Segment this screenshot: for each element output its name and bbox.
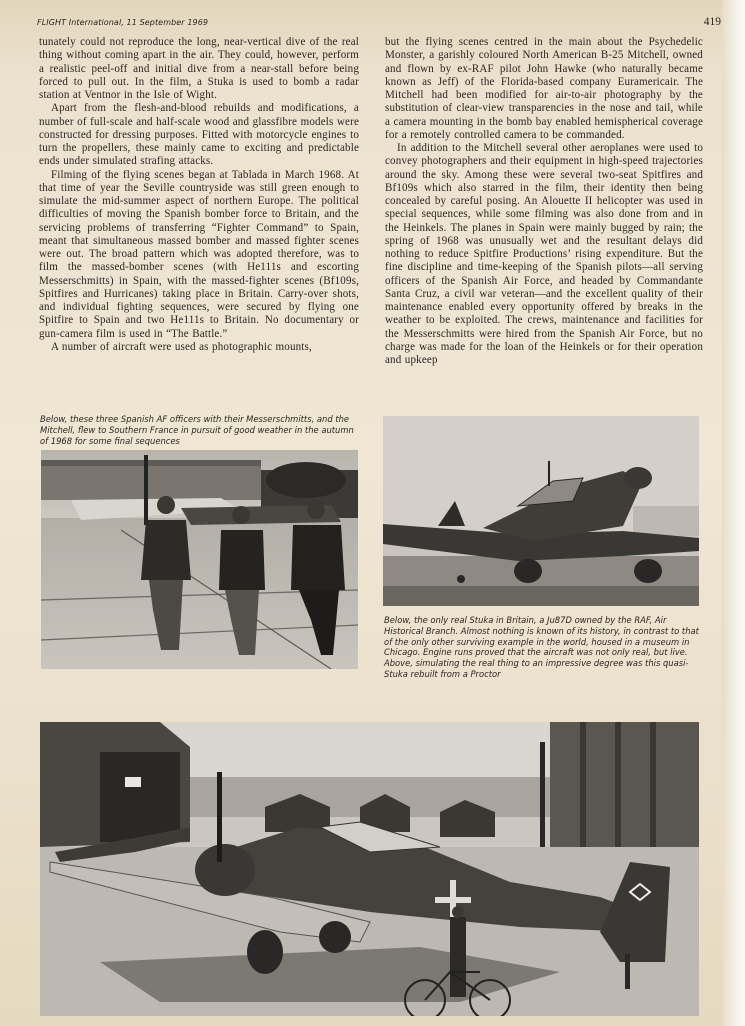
photo-officers (41, 450, 358, 669)
paragraph: but the flying scenes centred in the main about the Psychedelic Monster, a garishly coloured North American B-25 Mitchell, owned and flown by ex-RAF pilot John Hawke (who naturally became known as Jeff) of the Florida-based company Euramericair. The Mitchell had been modified for air-to-air photography by the substitution of clear-view transparencies in the nose and tail, while a camera mounting in the bomb bay enabled hemispherical coverage for a remotely controlled camera to be commanded. (385, 36, 703, 141)
page-number: 419 (703, 16, 721, 28)
page-edge (722, 0, 745, 1026)
photo-real-stuka (40, 722, 699, 1016)
journal-title: FLIGHT International, 11 September 1969 (37, 18, 209, 27)
officers-photo-graphic (41, 450, 358, 669)
left-text-column (39, 36, 359, 354)
paragraph: A number of aircraft were used as photographic mounts, (51, 340, 312, 353)
paragraph: In addition to the Mitchell several other aeroplanes were used to convey photographers and their equipment in high-speed trajectories around the sky. Among these were several two-seat Spitfires and Bf109s which also starred in the film, their identity then being concealed by careful posing. An Alouette II helicopter was used in special sequences, while some filming was also done from and in the Heinkels. The planes in Spain were mainly bugged by rain; the spring of 1968 was unusually wet and the resultant delays did nothing to reduce Spitfire Productions’ rising expenditure. But the fine discipline and time-keeping of the Spanish pilots—all serving officers of the Spanish Air Force, and headed by Commandante Santa Cruz, a civil war veteran—and the excellent quality of their maintenance enabled every opportunity offered by breaks in the weather to be exploited. The crews, maintenance and facilities for the Messerschmitts were hired from the Spanish Air Force, but no charge was made for the loan of the Heinkels or for their operation and upkeep (385, 142, 703, 366)
running-header (37, 18, 721, 32)
caption-officers: Below, these three Spanish AF officers with their Messerschmitts, and the Mitchell, flew to Southern France in pursuit of good weather in the autumn of 1968 for some final sequences (40, 414, 354, 446)
real-stuka-photo-graphic (40, 722, 699, 1016)
paragraph: tunately could not reproduce the long, near-vertical dive of the real thing without coming apart in the air. They could, however, perform a realistic peel-off and initial dive from a near-stall before being forced to pull out. In the film, a Stuka is used to bomb a radar station at Ventnor in the Isle of Wight. (39, 36, 359, 101)
caption-stuka: Below, the only real Stuka in Britain, a Ju87D owned by the RAF, Air Historical Branch. Almost nothing is known of its history, in contrast to that of the only other surviving example in the world, housed in a museum in Chicago. Engine runs proved that the aircraft was not only real, but live. Above, simulating the real thing to an impressive degree was this quasi-Stuka rebuilt from a Proctor (384, 615, 699, 679)
photo-quasi-stuka (383, 416, 699, 606)
quasi-stuka-photo-graphic (383, 416, 699, 606)
paragraph: Filming of the flying scenes began at Tablada in March 1968. At that time of year the Seville countryside was still green enough to simulate the mid-summer aspect of northern Europe. The political difficulties of moving the Spanish bomber force to Britain, and the servicing problems of transferring “Fighter Command” to Spain, meant that simultaneous massed bomber and massed fighter scenes were out. The broad pattern which was adopted therefore, was to film the massed-bomber scenes (with He111s and escorting Messerschmitts) in Spain, with the massed-fighter scenes (Bf109s, Spitfires and Hurricanes) taking place in Britain. Carry-over shots, and individual fighting sequences, were secured by flying one Spitfire to Spain and two He111s to Britain. No documentary or gun-camera film is used in “The Battle.” (39, 168, 359, 340)
right-text-column (385, 36, 703, 367)
paragraph: Apart from the flesh-and-blood rebuilds and modifications, a number of full-scale and half-scale wood and glassfibre models were constructed for dressing purposes. Fitted with motorcycle engines to turn the propellers, these mainly came to exciting and predictable ends under simulated strafing attacks. (39, 102, 359, 168)
